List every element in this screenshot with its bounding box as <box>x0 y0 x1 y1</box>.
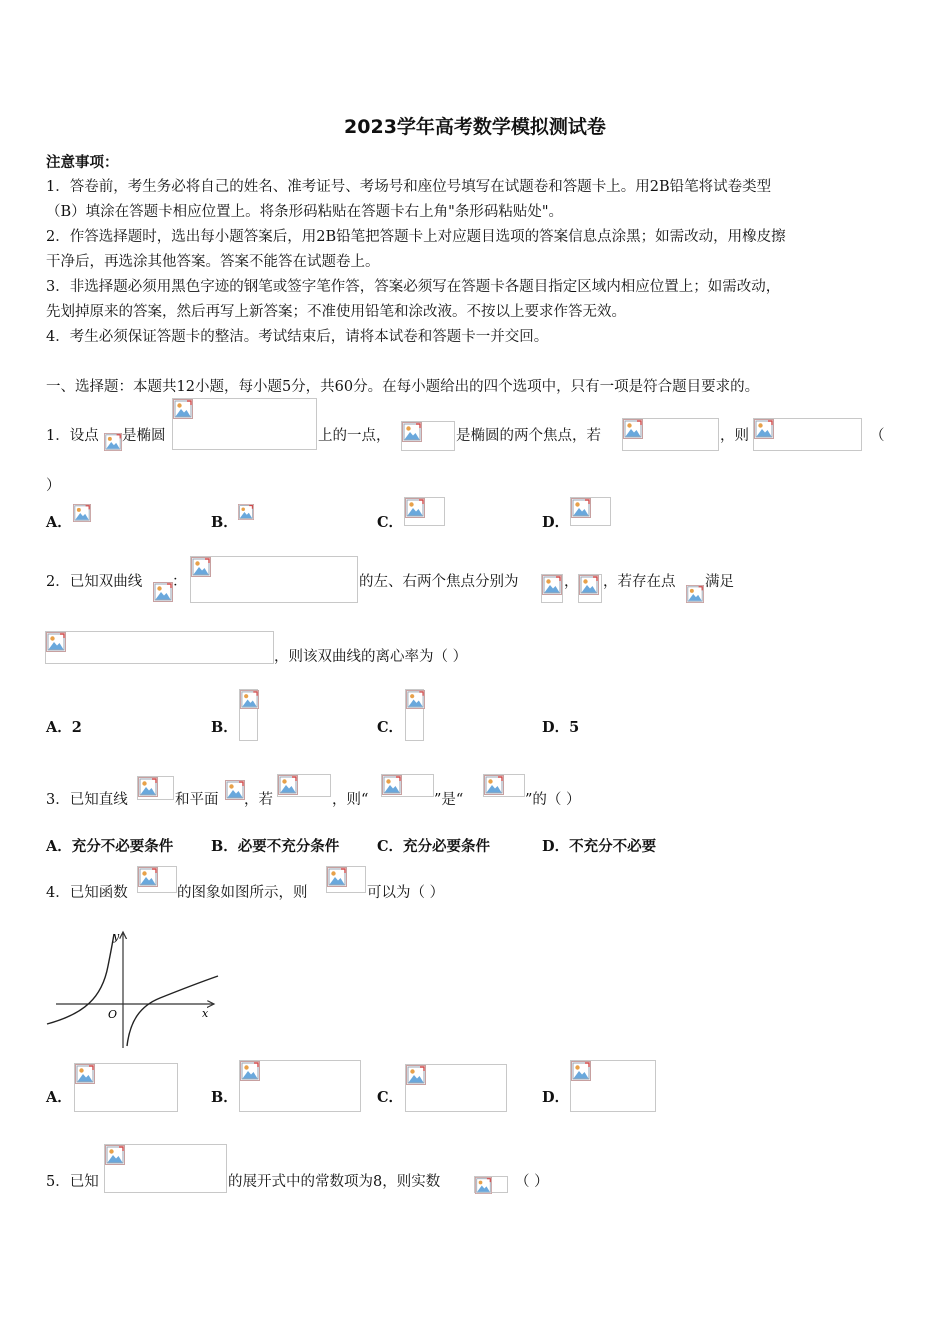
formula-image <box>73 504 91 526</box>
notice-line: 4．考生必须保证答题卡的整洁。考试结束后，请将本试卷和答题卡一并交回。 <box>46 329 549 345</box>
notice-line: 2．作答选择题时，选出每小题答案后，用2B铅笔把答题卡上对应题目选项的答案信息点涂黑；如需改动，用橡皮擦 <box>46 229 786 245</box>
formula-image <box>578 574 602 603</box>
q1-text: 是椭圆的两个焦点，若 <box>456 428 601 444</box>
option-d[interactable]: D．不充分不必要 <box>542 838 657 855</box>
formula-image <box>570 497 611 526</box>
notice-line: 3．非选择题必须用黑色字迹的钢笔或签字笔作答，答案必须写在答题卡各题目指定区域内相应位置上；如需改动， <box>46 279 781 295</box>
q3-text: ，则“ <box>332 792 369 808</box>
q3-text: ”的（ ） <box>525 792 581 808</box>
formula-image <box>570 1060 656 1112</box>
formula-image <box>190 556 358 603</box>
q1-text: 上的一点， <box>318 428 391 444</box>
notice-line: 干净后，再选涂其他答案。答案不能答在试题卷上。 <box>46 254 380 270</box>
formula-image <box>239 689 258 741</box>
x-axis-label: x <box>202 1007 209 1020</box>
origin-label: O <box>108 1008 118 1021</box>
q2-text: 2．已知双曲线 <box>46 574 143 590</box>
notice-line: 1．答卷前，考生务必将自己的姓名、准考证号、考场号和座位号填写在试题卷和答题卡上。用2B铅笔将试卷类型 <box>46 179 772 195</box>
option-d[interactable]: D． <box>542 514 570 531</box>
q2-text: ： <box>172 574 187 590</box>
option-b[interactable]: B． <box>211 514 238 531</box>
q3-text: ，若 <box>244 792 273 808</box>
option-a[interactable]: A． <box>46 514 72 531</box>
option-a[interactable]: A．充分不必要条件 <box>46 838 174 855</box>
formula-image <box>137 866 177 893</box>
y-axis-label: y <box>113 930 120 943</box>
q2-text: ，若存在点 <box>603 574 676 590</box>
q1-text: 1．设点 <box>46 428 99 444</box>
formula-image <box>74 1063 178 1112</box>
q1-text: （ <box>870 428 885 444</box>
curve-left-branch <box>47 934 114 1024</box>
formula-image <box>405 689 424 741</box>
option-b[interactable]: B．必要不充分条件 <box>211 838 340 855</box>
q2-text: 的左、右两个焦点分别为 <box>359 574 519 590</box>
formula-image <box>277 774 331 797</box>
option-value: 2 <box>71 719 82 736</box>
formula-image <box>686 585 704 603</box>
option-b[interactable]: B． <box>211 719 238 736</box>
q4-text: 的图象如图所示，则 <box>177 885 308 901</box>
q2-text: ，则该双曲线的离心率为（ ） <box>274 649 468 665</box>
q1-text: ） <box>46 478 61 494</box>
formula-image <box>474 1176 508 1193</box>
formula-image <box>381 774 434 797</box>
formula-image <box>45 631 274 664</box>
notice-heading: 注意事项： <box>46 154 119 171</box>
option-c[interactable]: C．充分必要条件 <box>377 838 491 855</box>
option-c[interactable]: C． <box>377 719 404 736</box>
option-label: A． <box>46 719 72 736</box>
option-d[interactable]: D． <box>542 1089 570 1106</box>
option-d[interactable] <box>542 718 579 738</box>
q3-text: 3．已知直线 <box>46 792 128 808</box>
formula-image <box>104 433 122 451</box>
page-title: 2023学年高考数学模拟测试卷 <box>344 116 606 138</box>
formula-image <box>622 418 719 451</box>
formula-image <box>483 774 525 797</box>
notice-line: 先划掉原来的答案，然后再写上新答案；不准使用铅笔和涂改液。不按以上要求作答无效。 <box>46 304 626 320</box>
q1-text: 是椭圆 <box>122 428 166 444</box>
q1-text: ，则 <box>720 428 749 444</box>
formula-image <box>104 1144 227 1193</box>
formula-image <box>172 398 317 450</box>
formula-image <box>153 582 173 602</box>
option-a[interactable] <box>46 718 82 738</box>
q4-text: 可以为（ ） <box>367 885 445 901</box>
q3-text: 和平面 <box>175 792 219 808</box>
formula-image <box>326 866 366 893</box>
formula-image <box>238 504 254 526</box>
q4-text: 4．已知函数 <box>46 885 128 901</box>
formula-image <box>239 1060 361 1112</box>
formula-image <box>405 1064 507 1112</box>
notice-line: （B）填涂在答题卡相应位置上。将条形码粘贴在答题卡右上角"条形码粘贴处"。 <box>46 204 563 220</box>
q5-text: 5．已知 <box>46 1174 99 1190</box>
option-c[interactable]: C． <box>377 514 404 531</box>
formula-image <box>541 574 563 603</box>
formula-image <box>137 776 174 800</box>
formula-image <box>401 421 455 451</box>
function-graph <box>44 926 224 1051</box>
q5-text: 的展开式中的常数项为8，则实数 <box>228 1174 441 1190</box>
q2-text: 满足 <box>705 574 734 590</box>
formula-image <box>753 418 862 451</box>
q2-text: ， <box>564 574 579 590</box>
formula-image <box>225 780 245 800</box>
option-a[interactable]: A． <box>46 1089 72 1106</box>
q3-text: ”是“ <box>434 792 464 808</box>
q5-text: （ ） <box>515 1174 549 1190</box>
option-value: 5 <box>569 719 580 736</box>
section-heading: 一、选择题：本题共12小题，每小题5分，共60分。在每小题给出的四个选项中，只有一项是符合题目要求的。 <box>46 379 760 395</box>
option-b[interactable]: B． <box>211 1089 238 1106</box>
option-label: D． <box>542 719 570 736</box>
formula-image <box>404 497 445 526</box>
option-c[interactable]: C． <box>377 1089 404 1106</box>
